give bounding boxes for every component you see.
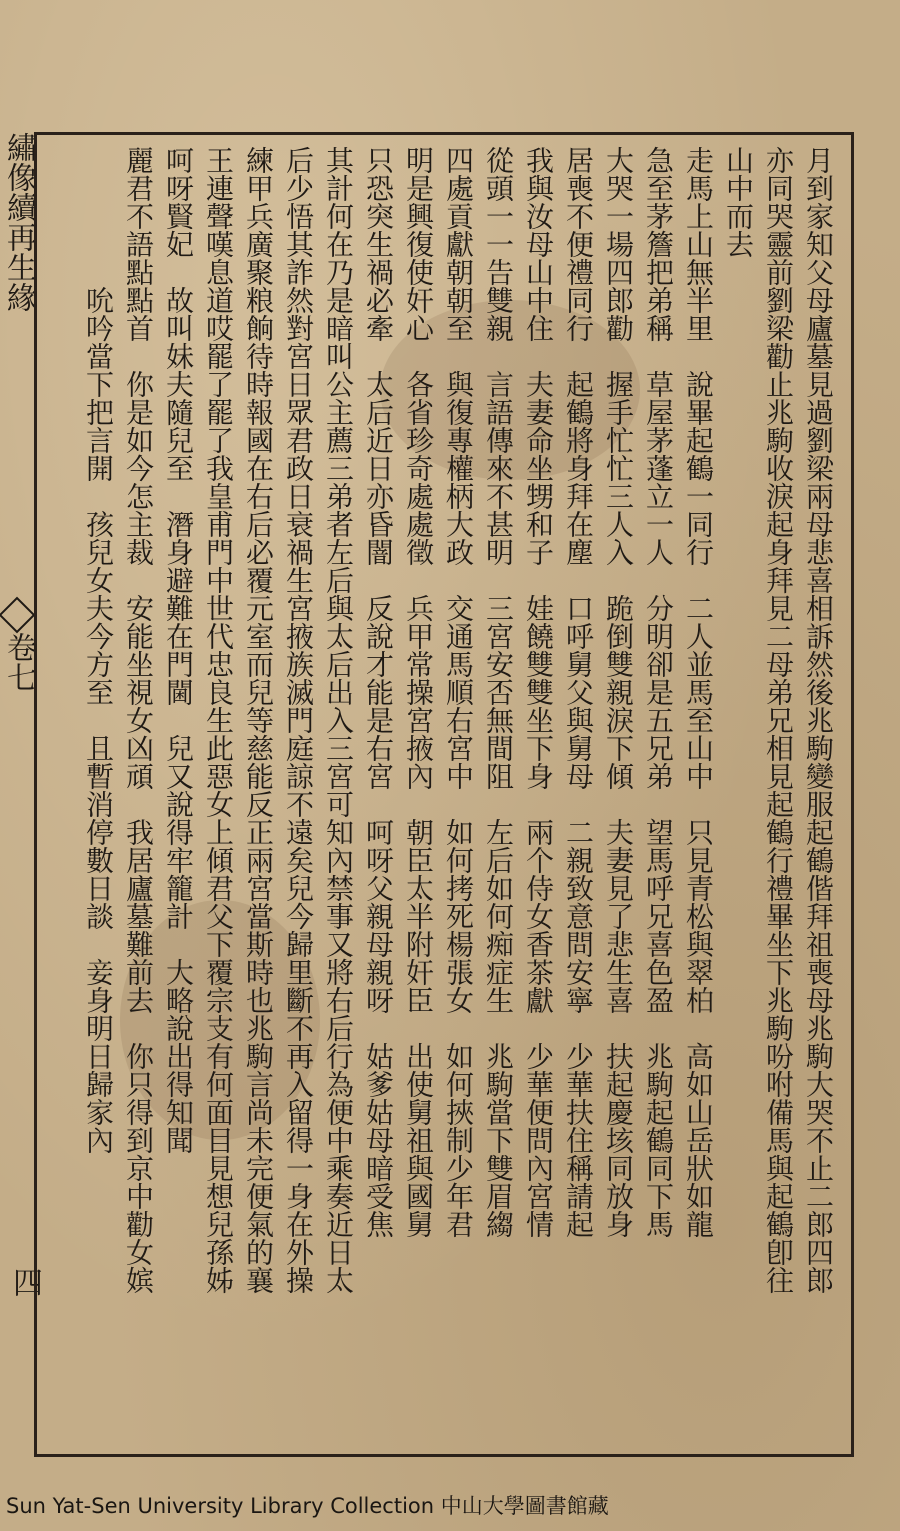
text-column: 大哭一場四郎勸 握手忙忙三人入 跪倒雙親淚下傾 夫妻見了悲生喜 扶起慶垓同放身	[602, 146, 635, 1238]
text-column: 從頭一一告雙親 言語傳來不甚明 三宮安否無間阻 左后如何痴症生 兆駒當下雙眉縐	[482, 146, 515, 1238]
text-column: 只恐突生禍必牽 太后近日亦昏闇 反說才能是右宮 呵呀父親母親呀 姑爹姑母暗受焦	[362, 146, 395, 1238]
page-spine	[0, 132, 42, 1457]
text-column: 麗君不語點點首 你是如今怎主裁 安能坐視女凶頑 我居廬墓難前去 你只得到京中勸女嫔	[122, 146, 155, 1294]
text-column: 我與汝母山中住 夫妻命坐甥和子 娃饒雙雙坐下身 兩个侍女香茶獻 少華便問內宮情	[522, 146, 555, 1238]
text-column: 后少悟其詐然對宮日眾君政日衰禍生宮掖族滅門庭諒不遠矣兒今歸里斷不再入留得一身在外操	[282, 146, 315, 1294]
text-column: 明是興復使奸心 各省珍奇處處徵 兵甲常操宮掖內 朝臣太半附奸臣 出使舅祖與國舅	[402, 146, 435, 1238]
text-column: 其計何在乃是暗叫公主薦三弟者左后與太后出入三宮可知內禁事又將右后行為便中乘奏近日太	[322, 146, 355, 1294]
page-number: 四	[7, 1267, 42, 1297]
text-column: 吮吟當下把言開 孩兒女夫今方至 且暫消停數日談 妾身明日歸家內	[82, 146, 115, 1154]
book-title: 繡像續再生緣	[1, 132, 36, 312]
library-credit: Sun Yat-Sen University Library Collection 中山大學圖書館藏	[6, 1494, 609, 1518]
text-column: 山中而去	[722, 146, 755, 258]
text-column: 四處貢獻朝朝至 與復專權柄大政 交通馬順右宮中 如何拷死楊張女 如何挾制少年君	[442, 146, 475, 1238]
text-column: 練甲兵廣聚粮餉待時報國在右后必覆元室而兒等慈能反正兩宮當斯時也兆駒言尚未完便氣的襄	[242, 146, 275, 1294]
volume-label: 卷七	[1, 632, 36, 692]
text-column: 居喪不便禮同行 起鶴將身拜在塵 口呼舅父與舅母 二親致意問安寧 少華扶住稱請起	[562, 146, 595, 1238]
text-column: 亦同哭靈前劉梁勸止兆駒收淚起身拜見二母弟兄相見起鶴行禮畢坐下兆駒吩咐備馬與起鶴卽往	[762, 146, 795, 1294]
text-column: 呵呀賢妃 故叫妹夫隨兒至 潛身避難在門閫 兒又說得牢籠計 大略說出得知聞	[162, 146, 195, 1154]
text-column: 王連聲嘆息道哎罷了罷了我皇甫門中世代忠良生此惡女上傾君父下覆宗支有何面目見想兒孫姊	[202, 146, 235, 1294]
text-body	[40, 138, 848, 1450]
text-column: 急至茅簷把弟稱 草屋茅蓬立一人 分明卻是五兄弟 望馬呼兄喜色盈 兆駒起鶴同下馬	[642, 146, 675, 1238]
text-column: 月到家知父母廬墓見過劉梁兩母悲喜相訴然後兆駒變服起鶴偕拜祖喪母兆駒大哭不止二郎四郎	[802, 146, 835, 1294]
text-column: 走馬上山無半里 說畢起鶴一同行 二人並馬至山中 只見青松與翠柏 高如山岳狀如龍	[682, 146, 715, 1238]
